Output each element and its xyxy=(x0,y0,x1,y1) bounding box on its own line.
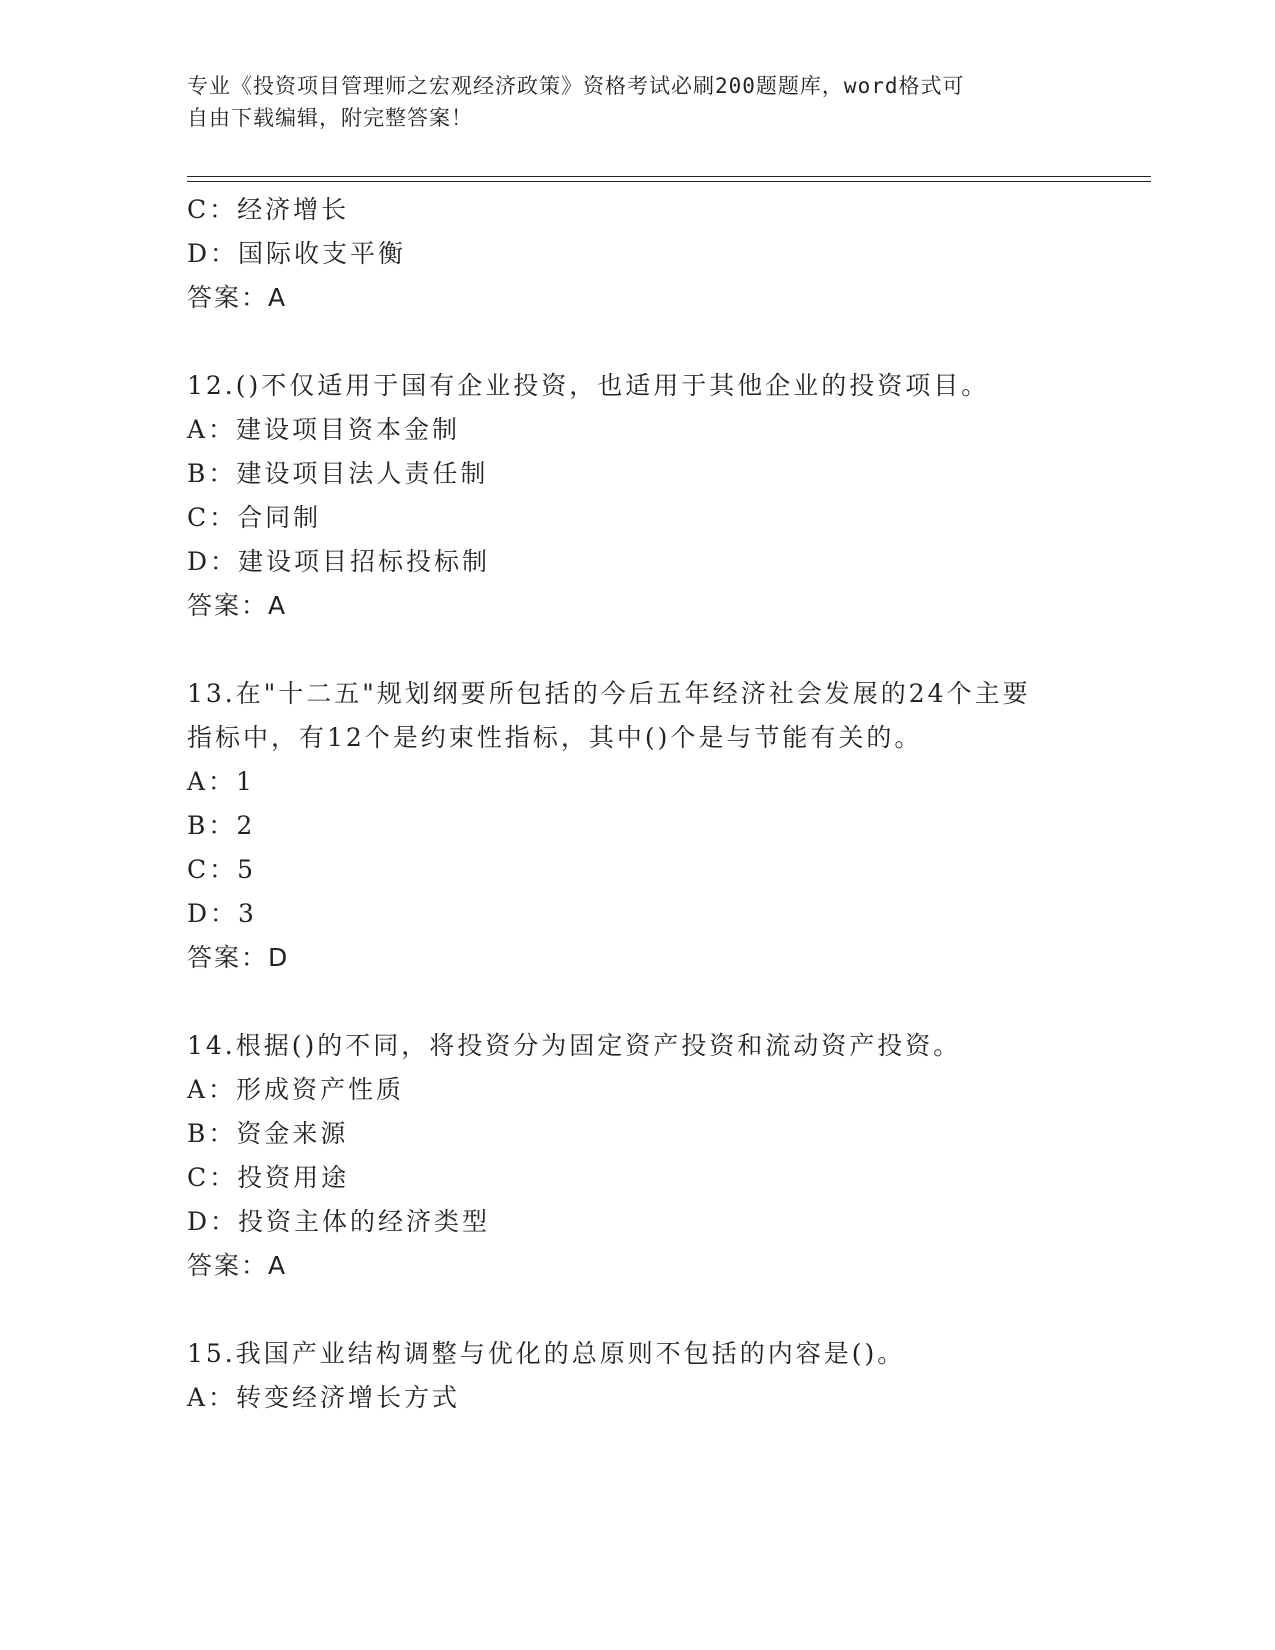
option-a: A：转变经济增长方式 xyxy=(187,1383,461,1412)
option-d: D：投资主体的经济类型 xyxy=(187,1207,491,1236)
answer: 答案：D xyxy=(187,943,290,972)
header-rule-bottom xyxy=(187,181,1151,182)
question-stem: 12.()不仅适用于国有企业投资，也适用于其他企业的投资项目。 xyxy=(187,371,990,400)
answer: 答案：A xyxy=(187,283,288,312)
option-c: C：投资用途 xyxy=(187,1163,350,1192)
answer: 答案：A xyxy=(187,591,288,620)
option-c: C：合同制 xyxy=(187,503,322,532)
option-a: A：形成资产性质 xyxy=(187,1075,405,1104)
option-b: B：资金来源 xyxy=(187,1119,349,1148)
header-line-1: 专业《投资项目管理师之宏观经济政策》资格考试必刷200题题库，word格式可 xyxy=(187,74,965,98)
option-b: B：建设项目法人责任制 xyxy=(187,459,489,488)
answer: 答案：A xyxy=(187,1251,288,1280)
option-c: C：经济增长 xyxy=(187,195,350,224)
option-d: D：国际收支平衡 xyxy=(187,239,407,268)
option-b: B：2 xyxy=(187,811,256,840)
question-stem: 14.根据()的不同，将投资分为固定资产投资和流动资产投资。 xyxy=(187,1031,962,1060)
option-a: A：建设项目资本金制 xyxy=(187,415,461,444)
option-d: D：3 xyxy=(187,899,257,928)
option-d: D：建设项目招标投标制 xyxy=(187,547,491,576)
header-line-2: 自由下载编辑，附完整答案！ xyxy=(187,106,473,130)
option-c: C：5 xyxy=(187,855,257,884)
question-stem-line-1: 13.在"十二五"规划纲要所包括的今后五年经济社会发展的24个主要 xyxy=(187,679,1031,708)
header-rule-top xyxy=(187,176,1151,177)
question-stem: 15.我国产业结构调整与优化的总原则不包括的内容是()。 xyxy=(187,1339,906,1368)
document-header xyxy=(187,70,1087,134)
option-a: A：1 xyxy=(187,767,255,796)
question-stem-line-2: 指标中，有12个是约束性指标，其中()个是与节能有关的。 xyxy=(187,723,923,752)
